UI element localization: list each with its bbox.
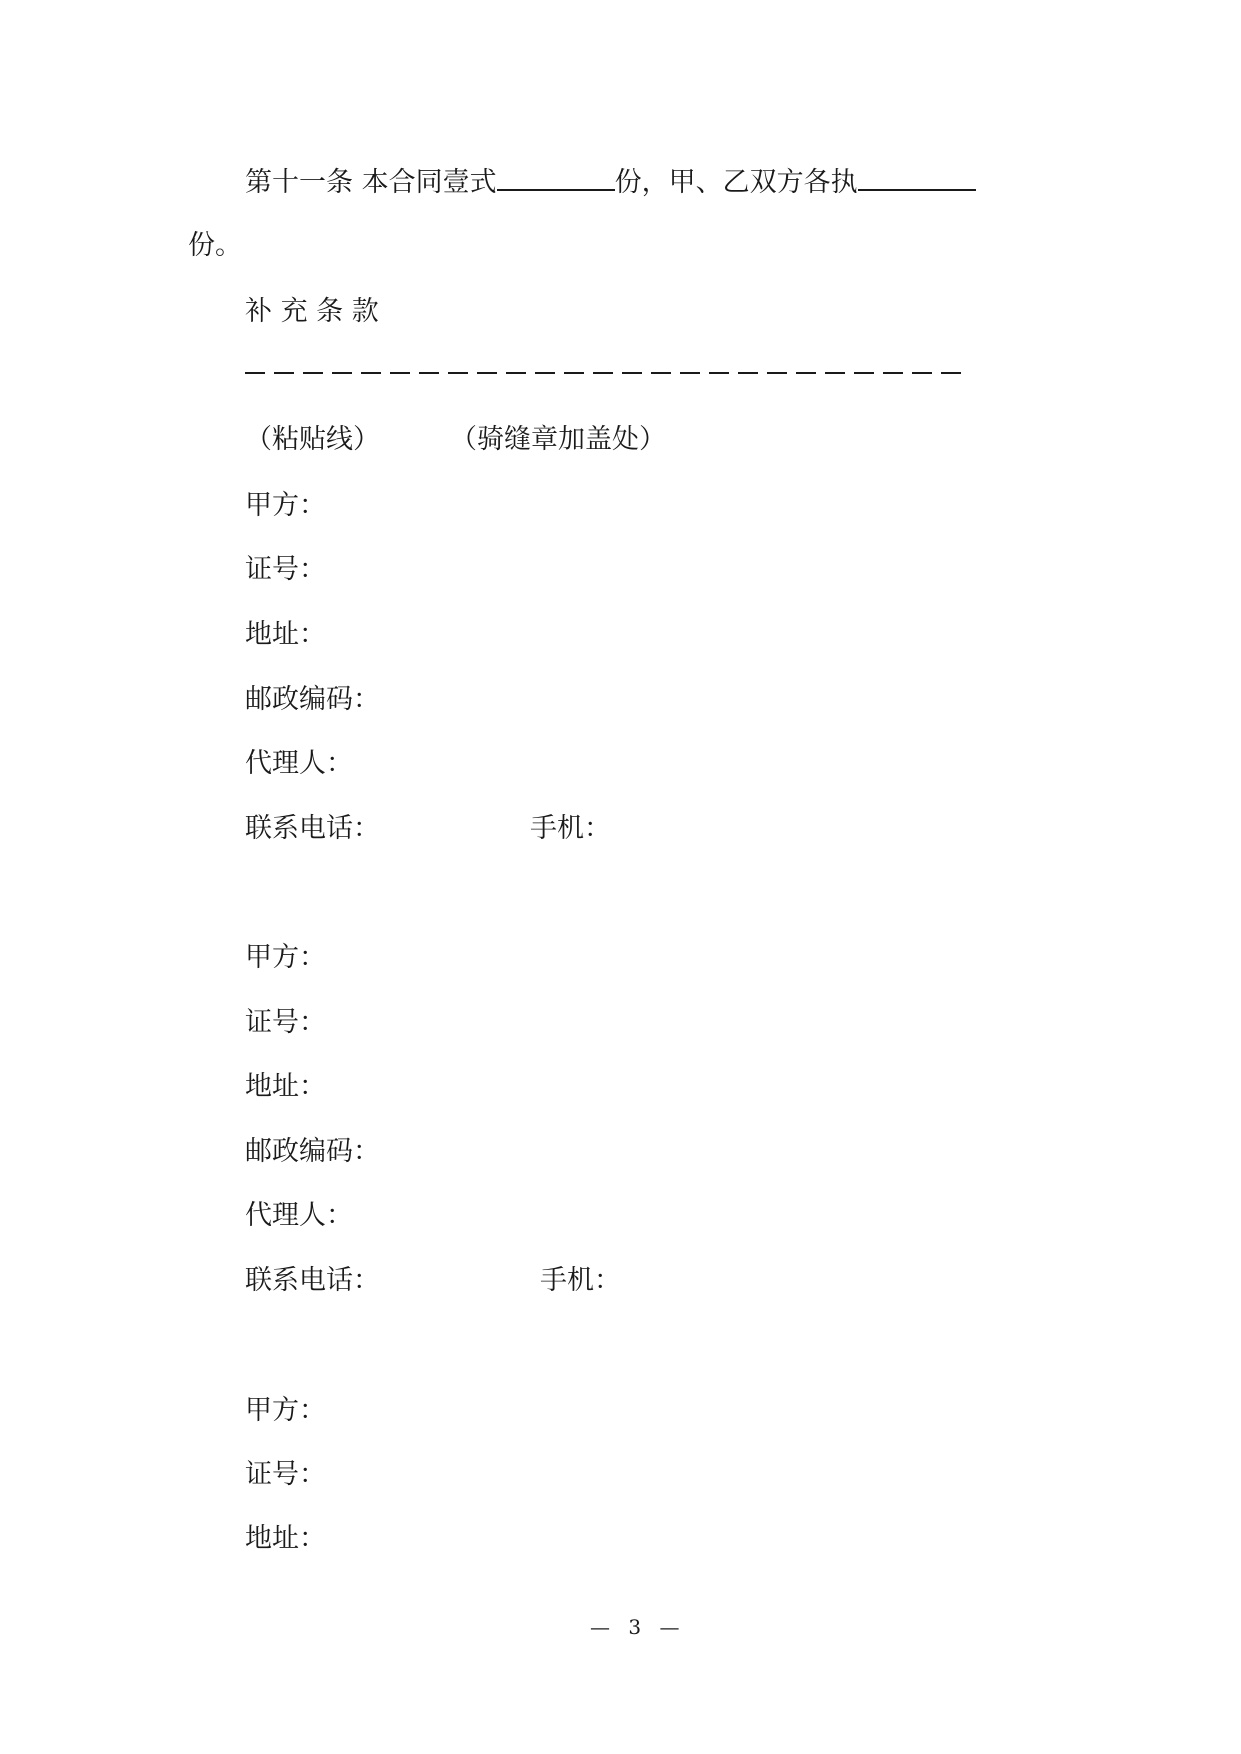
contact-row	[245, 1263, 621, 1299]
address-label: 地址：	[245, 1071, 326, 1102]
address-label: 地址：	[245, 1523, 326, 1554]
cert-label: 证号：	[245, 554, 326, 585]
phone-label: 联系电话：	[245, 1265, 380, 1296]
paste-line-label: （粘贴线）	[245, 424, 380, 455]
clause-text-1: 第十一条 本合同壹式	[245, 167, 497, 198]
party-label: 甲方：	[245, 942, 326, 973]
mobile-label: 手机：	[530, 813, 611, 844]
party-label: 甲方：	[245, 1395, 326, 1426]
clause-eleven-line	[245, 164, 976, 201]
supplementary-title: 补 充 条 款	[245, 296, 379, 327]
party-label: 甲方：	[245, 490, 326, 521]
contact-row	[245, 811, 611, 847]
phone-label: 联系电话：	[245, 813, 380, 844]
postcode-label: 邮政编码：	[245, 1136, 380, 1167]
agent-label: 代理人：	[245, 1200, 353, 1231]
copies-each-blank	[858, 164, 976, 191]
cert-label: 证号：	[245, 1459, 326, 1490]
seal-note-label: （骑缝章加盖处）	[450, 424, 666, 455]
postcode-label: 邮政编码：	[245, 684, 380, 715]
agent-label: 代理人：	[245, 748, 353, 779]
clause-text-2: 份，甲、乙双方各执	[614, 167, 858, 198]
clause-eleven-tail: 份。	[188, 230, 242, 261]
cert-label: 证号：	[245, 1007, 326, 1038]
dashed-divider	[245, 372, 963, 374]
page-number: — 3 —	[590, 1615, 686, 1639]
copies-blank	[497, 164, 615, 191]
address-label: 地址：	[245, 619, 326, 650]
mobile-label: 手机：	[540, 1265, 621, 1296]
